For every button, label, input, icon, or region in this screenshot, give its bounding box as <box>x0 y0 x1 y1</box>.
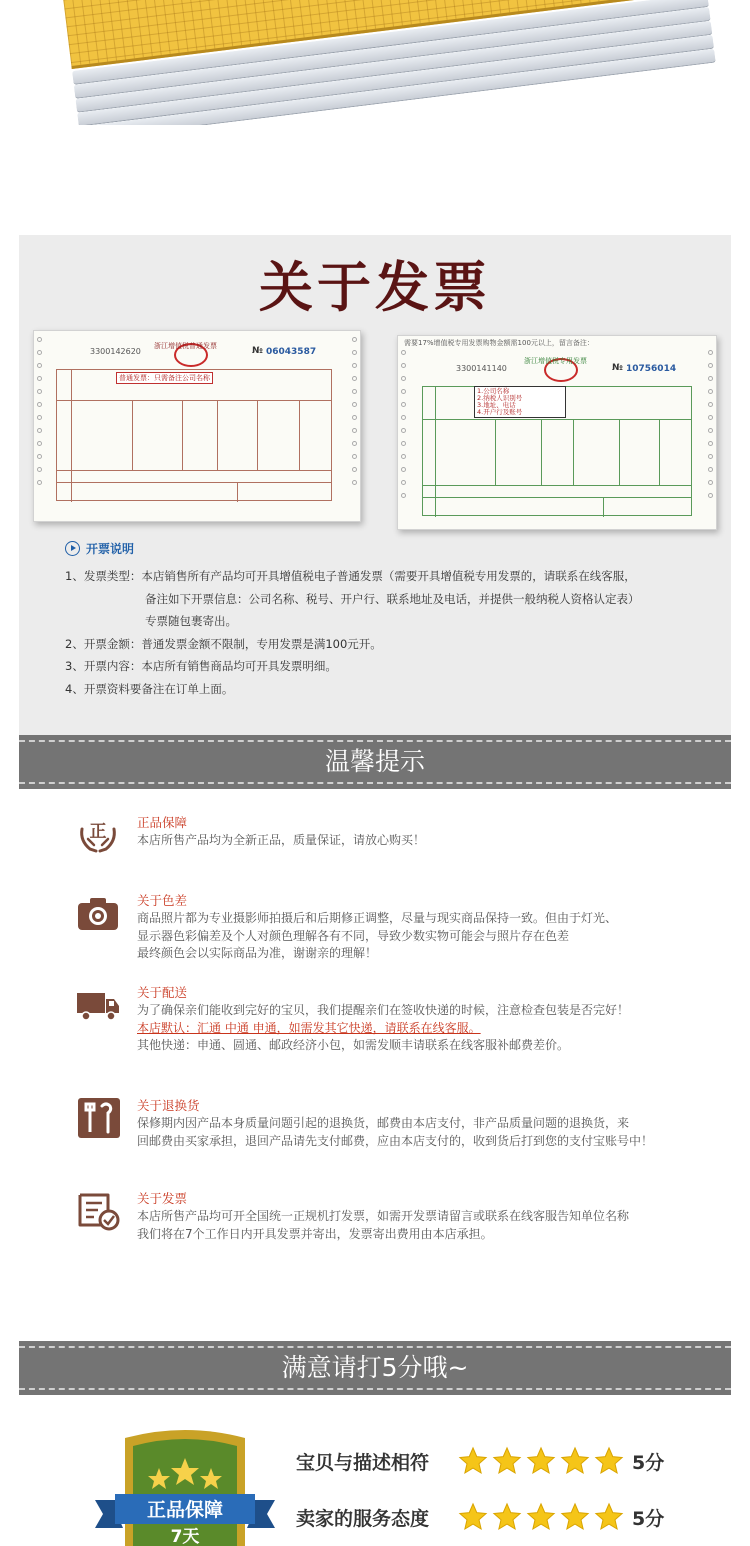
truck-icon <box>76 985 120 1025</box>
star-icon <box>594 1446 624 1476</box>
star-icon <box>560 1446 590 1476</box>
perforation <box>37 337 43 517</box>
invoice-no-label: № <box>252 346 263 356</box>
special-invoice-image <box>397 335 717 530</box>
badge-days: 7天 <box>170 1527 200 1546</box>
note-line: 4、开票资料要备注在订单上面。 <box>65 681 234 696</box>
invoice-number: 06043587 <box>266 347 317 357</box>
note-line: 2、开票金额：普通发票金额不限制，专用发票是满100元开。 <box>65 636 382 651</box>
invoice-check-icon <box>76 1191 120 1231</box>
star-rating <box>458 1502 628 1532</box>
invoice-grid <box>56 369 332 501</box>
star-icon <box>526 1502 556 1532</box>
invoice-code: 3300141140 <box>456 364 507 373</box>
star-icon <box>560 1502 590 1532</box>
tip-body: 为了确保亲们能收到完好的宝贝，我们提醒亲们在签收快递的时候，注意检查包装是否完好！ 本店默认：汇通 中通 申通，如需发其它快递，请联系在线客服。 其他快递：申通、圆通、邮政经济小包，如需发顺丰请联系在线客服补邮费差价。 <box>137 1002 737 1055</box>
perforation <box>401 350 407 530</box>
tip-body: 商品照片都为专业摄影师拍摄后和后期修正调整，尽量与现实商品保持一致。但由于灯光、 显示器色彩偏差及个人对颜色理解各有不同，导致少数实物可能会与照片存在色差 最终颜色会以实际商品为准，谢谢亲的理解！ <box>137 911 618 960</box>
invoice-section-title: 关于发票 <box>259 256 491 319</box>
rating-row-service <box>296 1500 664 1534</box>
star-rating <box>458 1446 628 1476</box>
genuine-hands-icon <box>76 815 120 855</box>
star-icon <box>594 1502 624 1532</box>
tip-title: 关于色差 <box>137 893 188 908</box>
camera-icon <box>76 893 120 933</box>
invoice-section <box>19 235 731 735</box>
note-line: 1、发票类型：本店销售所有产品均可开具增值税电子普通发票（需要开具增值税专用发票的，请联系在线客服， <box>65 569 636 583</box>
genuine-guarantee-badge <box>95 1428 275 1546</box>
tools-icon <box>76 1098 120 1138</box>
rating-label: 卖家的服务态度 <box>296 1507 430 1530</box>
svg-text:正: 正 <box>89 822 107 842</box>
general-invoice-buyer-note: 普通发票：只需备注公司名称 <box>116 372 213 384</box>
star-icon <box>492 1446 522 1476</box>
notes-heading <box>65 540 715 557</box>
rating-row-description <box>296 1444 664 1478</box>
star-icon <box>492 1502 522 1532</box>
perforation <box>352 337 358 517</box>
tip-title: 正品保障 <box>137 815 188 830</box>
rating-label: 宝贝与描述相符 <box>296 1451 430 1474</box>
rating-banner-title: 满意请打5分哦~ <box>281 1353 469 1382</box>
product-photo-strip <box>0 0 750 125</box>
rating-score: 5分 <box>632 1451 665 1474</box>
paper-stack-image <box>63 0 717 125</box>
invoice-no-label: № <box>612 363 623 373</box>
star-icon <box>458 1502 488 1532</box>
tips-banner <box>19 735 731 789</box>
tip-body: 保修期内因产品本身质量问题引起的退换货，邮费由本店支付，非产品质量问题的退换货，来 回邮费由买家承担，退回产品请先支付邮费，应由本店支付的，收到货后打到您的支付宝账号中！ <box>137 1116 654 1148</box>
tip-body: 本店所售产品均可开全国统一正规机打发票，如需开发票请留言或联系在线客服告知单位名称 我们将在7个工作日内开具发票并寄出，发票寄出费用由本店承担。 <box>137 1209 630 1241</box>
notes-title: 开票说明 <box>86 542 135 556</box>
tip-body: 本店所售产品均为全新正品，质量保证，请放心购买！ <box>137 833 426 847</box>
invoice-notes <box>65 540 715 700</box>
rating-score: 5分 <box>632 1507 665 1530</box>
general-invoice-image <box>33 330 361 522</box>
invoice-heading: 浙江增值税专用发票 <box>524 357 587 365</box>
tip-title: 关于发票 <box>137 1191 188 1206</box>
invoice-number: 10756014 <box>626 364 677 374</box>
special-invoice-note: 需要17%增值税专用发票购物金额需100元以上，留言备注： <box>404 339 594 347</box>
invoice-code: 3300142620 <box>90 347 141 356</box>
tip-title: 关于退换货 <box>137 1098 200 1113</box>
star-icon <box>458 1446 488 1476</box>
default-courier-note: 本店默认：汇通 中通 申通，如需发其它快递，请联系在线客服。 <box>137 1020 481 1035</box>
tips-banner-title: 温馨提示 <box>324 747 425 776</box>
star-icon <box>526 1446 556 1476</box>
invoice-heading: 浙江增值税普通发票 <box>154 342 217 350</box>
note-line: 3、开票内容：本店所有销售商品均可开具发票明细。 <box>65 659 337 673</box>
play-circle-icon <box>65 541 80 556</box>
note-line: 专票随包裹寄出。 <box>145 614 237 628</box>
tip-title: 关于配送 <box>137 985 188 1000</box>
badge-label: 正品保障 <box>146 1499 224 1521</box>
note-line: 备注如下开票信息：公司名称、税号、开户行、联系地址及电话，并提供一般纳税人资格认定表） <box>145 591 640 606</box>
perforation <box>708 350 714 530</box>
special-invoice-buyer-fields: 1.公司名称 2.纳税人识别号 3.地址、电话 4.开户行及账号 <box>474 386 566 418</box>
rating-banner <box>19 1341 731 1395</box>
